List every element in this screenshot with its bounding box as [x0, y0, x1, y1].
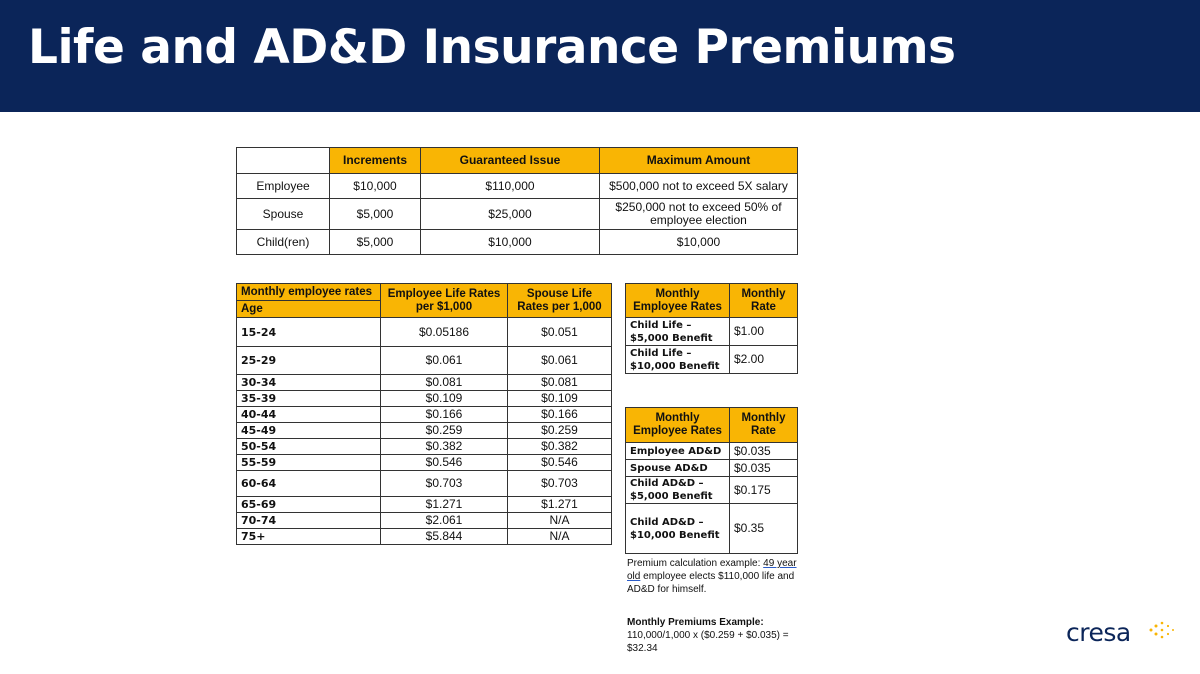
coverage-maximum: $500,000 not to exceed 5X salary: [600, 174, 798, 199]
spouse-rate-cell: $0.061: [508, 347, 612, 375]
table-row: [626, 318, 798, 346]
table-row: [237, 347, 612, 375]
coverage-increments: $10,000: [330, 174, 421, 199]
age-cell: 35-39: [237, 391, 381, 407]
table-row: [626, 346, 798, 374]
premium-example-text: [627, 557, 802, 596]
table-row: [237, 423, 612, 439]
employee-rate-cell: $1.271: [381, 497, 508, 513]
spouse-rate-cell: $0.546: [508, 455, 612, 471]
age-cell: 60-64: [237, 471, 381, 497]
table-row: [237, 230, 798, 255]
example-formula: 110,000/1,000 x ($0.259 + $0.035) = $32.34: [627, 630, 789, 654]
employee-rate-cell: $0.081: [381, 375, 508, 391]
employee-rate-cell: $0.259: [381, 423, 508, 439]
table-row: [237, 455, 612, 471]
add-rate: $0.035: [730, 443, 798, 460]
table-row: [237, 471, 612, 497]
coverage-guaranteed: $110,000: [421, 174, 600, 199]
table-row: [237, 174, 798, 199]
age-cell: 70-74: [237, 513, 381, 529]
logo-dots-icon: [1147, 620, 1175, 640]
child-life-label: Child Life – $5,000 Benefit: [626, 318, 730, 346]
table-row: [237, 529, 612, 545]
spouse-rate-cell: $0.382: [508, 439, 612, 455]
table-row: [237, 391, 612, 407]
employee-rate-cell: $0.703: [381, 471, 508, 497]
add-label: Employee AD&D: [626, 443, 730, 460]
coverage-table: [236, 147, 798, 255]
age-cell: 75+: [237, 529, 381, 545]
spouse-rate-cell: $0.166: [508, 407, 612, 423]
age-cell: 30-34: [237, 375, 381, 391]
employee-rate-cell: $0.166: [381, 407, 508, 423]
coverage-guaranteed: $25,000: [421, 199, 600, 230]
employee-rate-cell: $0.05186: [381, 318, 508, 347]
coverage-header-guaranteed: Guaranteed Issue: [421, 148, 600, 174]
age-cell: 45-49: [237, 423, 381, 439]
coverage-maximum: $250,000 not to exceed 50% of employee election: [600, 199, 798, 230]
add-rate: $0.175: [730, 477, 798, 504]
spouse-rate-cell: $0.109: [508, 391, 612, 407]
rates-header-employee: Employee Life Rates per $1,000: [381, 284, 508, 318]
table-row: [626, 460, 798, 477]
table-row: [237, 318, 612, 347]
age-cell: 65-69: [237, 497, 381, 513]
add-label: Child AD&D – $10,000 Benefit: [626, 504, 730, 554]
child-life-label: Child Life – $10,000 Benefit: [626, 346, 730, 374]
employee-rate-cell: $0.109: [381, 391, 508, 407]
example-heading: Monthly Premiums Example:: [627, 617, 764, 628]
coverage-header-maximum: Maximum Amount: [600, 148, 798, 174]
employee-rate-cell: $0.546: [381, 455, 508, 471]
title-bar: [0, 0, 1200, 112]
coverage-row-label: Employee: [237, 174, 330, 199]
coverage-guaranteed: $10,000: [421, 230, 600, 255]
add-rate: $0.035: [730, 460, 798, 477]
spouse-rate-cell: $1.271: [508, 497, 612, 513]
table-row: [626, 504, 798, 554]
rates-header-top: Monthly employee rates: [237, 284, 381, 301]
child-life-header-label: Monthly Employee Rates: [626, 284, 730, 318]
spouse-rate-cell: $0.259: [508, 423, 612, 439]
table-row: [626, 477, 798, 504]
add-rate: $0.35: [730, 504, 798, 554]
child-life-header-rate: Monthly Rate: [730, 284, 798, 318]
add-header-rate: Monthly Rate: [730, 408, 798, 443]
age-cell: 50-54: [237, 439, 381, 455]
add-header-label: Monthly Employee Rates: [626, 408, 730, 443]
life-rates-table: [236, 283, 612, 545]
child-life-rate: $1.00: [730, 318, 798, 346]
coverage-header-blank: [237, 148, 330, 174]
table-row: [237, 513, 612, 529]
spouse-rate-cell: N/A: [508, 513, 612, 529]
coverage-row-label: Spouse: [237, 199, 330, 230]
age-cell: 55-59: [237, 455, 381, 471]
table-row: [237, 497, 612, 513]
example-intro-after: employee elects $110,000 life and AD&D for himself.: [627, 571, 795, 595]
add-rates-table: [625, 407, 798, 554]
add-label: Spouse AD&D: [626, 460, 730, 477]
page-title: Life and AD&D Insurance Premiums: [28, 20, 956, 75]
monthly-premium-example: [627, 616, 802, 655]
spouse-rate-cell: $0.051: [508, 318, 612, 347]
add-label: Child AD&D – $5,000 Benefit: [626, 477, 730, 504]
table-row: [237, 407, 612, 423]
age-cell: 40-44: [237, 407, 381, 423]
employee-rate-cell: $0.061: [381, 347, 508, 375]
table-row: [237, 439, 612, 455]
cresa-logo: cresa: [1066, 618, 1131, 647]
table-row: [237, 199, 798, 230]
employee-rate-cell: $5.844: [381, 529, 508, 545]
example-intro-before: Premium calculation example:: [627, 558, 764, 569]
rates-header-spouse: Spouse Life Rates per 1,000: [508, 284, 612, 318]
spouse-rate-cell: N/A: [508, 529, 612, 545]
coverage-row-label: Child(ren): [237, 230, 330, 255]
coverage-header-increments: Increments: [330, 148, 421, 174]
coverage-increments: $5,000: [330, 230, 421, 255]
table-row: [626, 443, 798, 460]
child-life-rate: $2.00: [730, 346, 798, 374]
age-cell: 15-24: [237, 318, 381, 347]
coverage-increments: $5,000: [330, 199, 421, 230]
spouse-rate-cell: $0.703: [508, 471, 612, 497]
spouse-rate-cell: $0.081: [508, 375, 612, 391]
example-intro-underlined: 49 year old: [627, 558, 797, 582]
child-life-table: [625, 283, 798, 374]
employee-rate-cell: $0.382: [381, 439, 508, 455]
table-row: [237, 375, 612, 391]
rates-header-age: Age: [237, 301, 381, 318]
coverage-maximum: $10,000: [600, 230, 798, 255]
age-cell: 25-29: [237, 347, 381, 375]
employee-rate-cell: $2.061: [381, 513, 508, 529]
